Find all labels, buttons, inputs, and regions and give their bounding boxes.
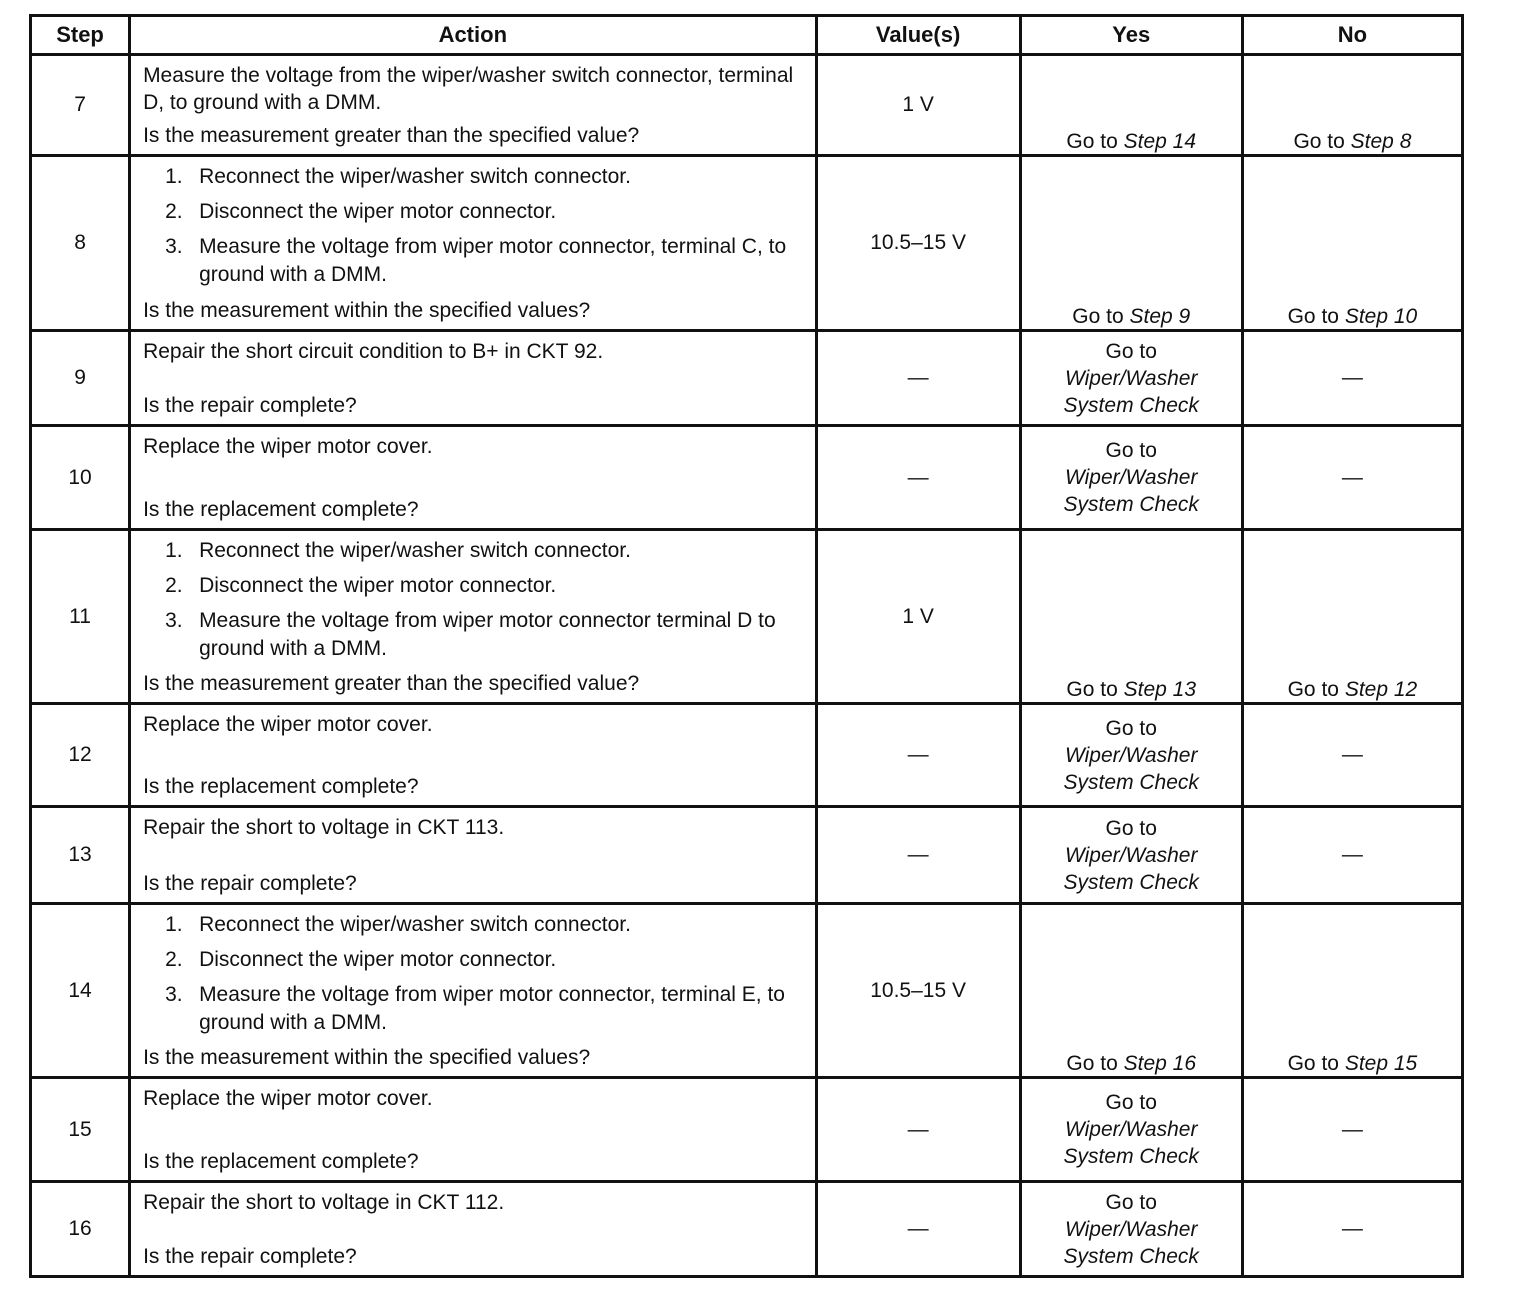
step-number: 9 [31, 331, 130, 426]
substep-item [165, 946, 802, 974]
goto-target: Wiper/Washer System Check [1063, 466, 1199, 516]
no-value: — [1341, 1217, 1363, 1240]
yes-cell [1020, 807, 1242, 904]
substep-text: Measure the voltage from wiper motor connector, terminal E, to ground with a DMM. [199, 983, 785, 1034]
substep-text: Reconnect the wiper/washer switch connector. [199, 913, 631, 936]
action-statement: Repair the short circuit condition to B+ in CKT 92. [143, 340, 604, 363]
action-cell [130, 55, 816, 156]
substep-text: Reconnect the wiper/washer switch connector. [199, 539, 631, 562]
value-text: 10.5–15 V [870, 978, 966, 1002]
substep-item [165, 607, 802, 663]
table-row [31, 1182, 1463, 1277]
yes-cell [1020, 1078, 1242, 1182]
value-cell [816, 156, 1020, 331]
value-text: — [907, 366, 929, 389]
no-cell [1242, 904, 1462, 1078]
yes-cell [1020, 904, 1242, 1078]
step-number: 8 [31, 156, 130, 331]
no-cell [1242, 807, 1462, 904]
substep-item [165, 537, 802, 565]
goto-link[interactable] [1066, 130, 1196, 153]
step-number: 13 [31, 807, 130, 904]
goto-link[interactable] [1066, 1052, 1196, 1075]
value-cell [816, 1078, 1020, 1182]
substep-text: Reconnect the wiper/washer switch connector. [199, 165, 631, 188]
action-question: Is the measurement greater than the specified value? [143, 124, 640, 147]
table-row [31, 55, 1463, 156]
value-cell [816, 704, 1020, 807]
value-text: — [907, 1217, 929, 1240]
value-text: — [907, 843, 929, 866]
action-cell [130, 1078, 816, 1182]
goto-prefix: Go to [1105, 439, 1157, 462]
table-body [31, 55, 1463, 1277]
substep-text: Measure the voltage from wiper motor connector terminal D to ground with a DMM. [199, 609, 776, 660]
action-cell [130, 704, 816, 807]
header-yes: Yes [1020, 16, 1242, 55]
action-statement: Replace the wiper motor cover. [143, 713, 433, 736]
table-row [31, 1078, 1463, 1182]
substep-number: 1. [165, 165, 183, 188]
goto-prefix: Go to [1105, 339, 1157, 363]
step-number: 10 [31, 426, 130, 530]
no-cell [1242, 426, 1462, 530]
goto-target: Step 15 [1344, 1052, 1418, 1075]
action-cell [130, 904, 816, 1078]
table-row [31, 807, 1463, 904]
step-number: 12 [31, 704, 130, 807]
substep-text: Disconnect the wiper motor connector. [199, 948, 557, 971]
value-cell [816, 55, 1020, 156]
action-statement: Replace the wiper motor cover. [143, 1087, 433, 1110]
action-question: Is the measurement within the specified values? [143, 1046, 591, 1069]
step-number: 14 [31, 904, 130, 1078]
goto-link[interactable] [1022, 1089, 1241, 1170]
value-text: 10.5–15 V [870, 231, 966, 254]
substep-number: 3. [165, 235, 183, 258]
substep-number: 2. [165, 948, 183, 971]
action-question: Is the measurement within the specified values? [143, 299, 591, 322]
value-text: 1 V [902, 93, 934, 116]
header-action: Action [130, 16, 816, 55]
goto-prefix: Go to [1105, 1190, 1157, 1214]
no-cell [1242, 55, 1462, 156]
no-value: — [1341, 366, 1363, 389]
value-text: — [907, 743, 929, 766]
goto-prefix: Go to [1066, 130, 1118, 153]
goto-link[interactable] [1288, 305, 1418, 328]
value-cell [816, 904, 1020, 1078]
value-text: — [907, 465, 929, 489]
yes-cell [1020, 1182, 1242, 1277]
table-row [31, 704, 1463, 807]
goto-target: Step 16 [1123, 1052, 1197, 1075]
goto-link[interactable] [1022, 1189, 1241, 1270]
no-value: — [1341, 843, 1363, 866]
substep-text: Disconnect the wiper motor connector. [199, 200, 557, 223]
header-step: Step [31, 16, 130, 55]
substep-item [165, 233, 802, 289]
goto-target: Step 8 [1350, 130, 1412, 153]
goto-target: Wiper/Washer System Check [1063, 1217, 1199, 1268]
goto-prefix: Go to [1287, 1052, 1339, 1075]
no-cell [1242, 156, 1462, 331]
action-cell [130, 530, 816, 704]
goto-link[interactable] [1022, 815, 1241, 896]
goto-link[interactable] [1293, 130, 1411, 153]
value-cell [816, 807, 1020, 904]
action-statement: Repair the short to voltage in CKT 112. [143, 1191, 505, 1214]
goto-target: Wiper/Washer System Check [1063, 1118, 1199, 1168]
goto-target: Wiper/Washer System Check [1063, 366, 1199, 417]
action-statement: Measure the voltage from the wiper/washer switch connector, terminal D, to ground with a DMM. [143, 64, 794, 114]
goto-prefix: Go to [1105, 716, 1157, 740]
no-cell [1242, 331, 1462, 426]
value-cell [816, 530, 1020, 704]
substep-number: 1. [165, 913, 183, 936]
table-row [31, 904, 1463, 1078]
diagnostic-table [29, 14, 1464, 1278]
action-question: Is the replacement complete? [143, 775, 419, 798]
yes-cell [1020, 530, 1242, 704]
goto-target: Wiper/Washer System Check [1063, 743, 1199, 794]
substep-list [143, 537, 802, 663]
step-number: 15 [31, 1078, 130, 1182]
action-cell [130, 807, 816, 904]
goto-link[interactable] [1022, 715, 1241, 796]
goto-prefix: Go to [1293, 130, 1345, 153]
yes-cell [1020, 331, 1242, 426]
substep-text: Disconnect the wiper motor connector. [199, 574, 557, 597]
goto-prefix: Go to [1066, 678, 1118, 701]
step-number: 11 [31, 530, 130, 704]
no-cell [1242, 704, 1462, 807]
header-row [31, 16, 1463, 55]
yes-cell [1020, 55, 1242, 156]
value-cell [816, 331, 1020, 426]
table-row [31, 156, 1463, 331]
substep-item [165, 163, 802, 191]
substep-item [165, 911, 802, 939]
goto-target: Step 9 [1129, 305, 1191, 328]
substep-text: Measure the voltage from wiper motor connector, terminal C, to ground with a DMM. [199, 235, 787, 286]
yes-cell [1020, 704, 1242, 807]
value-cell [816, 1182, 1020, 1277]
substep-item [165, 198, 802, 226]
action-cell [130, 1182, 816, 1277]
value-text: — [907, 1117, 929, 1141]
goto-link[interactable] [1072, 305, 1190, 328]
goto-target: Wiper/Washer System Check [1063, 843, 1199, 894]
no-cell [1242, 1078, 1462, 1182]
step-number: 16 [31, 1182, 130, 1277]
goto-target: Step 12 [1344, 678, 1418, 701]
substep-item [165, 572, 802, 600]
action-cell [130, 426, 816, 530]
substep-list [143, 163, 802, 289]
goto-prefix: Go to [1287, 305, 1339, 328]
goto-prefix: Go to [1066, 1052, 1118, 1075]
yes-cell [1020, 426, 1242, 530]
goto-prefix: Go to [1072, 305, 1124, 328]
goto-target: Step 13 [1123, 678, 1197, 701]
table-row [31, 331, 1463, 426]
no-value: — [1341, 1117, 1363, 1141]
action-question: Is the replacement complete? [143, 1150, 419, 1173]
value-text: 1 V [902, 604, 934, 628]
goto-prefix: Go to [1105, 816, 1157, 840]
table-row [31, 426, 1463, 530]
table-row [31, 530, 1463, 704]
no-value: — [1341, 743, 1363, 766]
action-statement: Repair the short to voltage in CKT 113. [143, 816, 505, 839]
substep-number: 3. [165, 609, 183, 632]
step-number: 7 [31, 55, 130, 156]
yes-cell [1020, 156, 1242, 331]
no-value: — [1341, 465, 1363, 489]
goto-link[interactable] [1066, 678, 1196, 701]
substep-list [143, 911, 802, 1037]
substep-number: 2. [165, 574, 183, 597]
substep-number: 2. [165, 200, 183, 223]
goto-prefix: Go to [1105, 1091, 1157, 1114]
action-cell [130, 156, 816, 331]
action-statement: Replace the wiper motor cover. [143, 435, 433, 458]
goto-link[interactable] [1022, 437, 1241, 518]
goto-target: Step 14 [1123, 130, 1197, 153]
header-no: No [1242, 16, 1462, 55]
action-cell [130, 331, 816, 426]
goto-link[interactable] [1288, 678, 1418, 701]
no-cell [1242, 530, 1462, 704]
action-question: Is the repair complete? [143, 1245, 357, 1268]
action-question: Is the replacement complete? [143, 498, 419, 521]
substep-number: 3. [165, 983, 183, 1006]
goto-prefix: Go to [1287, 678, 1339, 701]
action-question: Is the repair complete? [143, 394, 357, 417]
goto-link[interactable] [1288, 1052, 1418, 1075]
substep-number: 1. [165, 539, 183, 562]
goto-link[interactable] [1022, 338, 1241, 419]
value-cell [816, 426, 1020, 530]
goto-target: Step 10 [1344, 305, 1418, 328]
action-question: Is the repair complete? [143, 872, 357, 895]
header-values: Value(s) [816, 16, 1020, 55]
action-question: Is the measurement greater than the specified value? [143, 672, 640, 695]
no-cell [1242, 1182, 1462, 1277]
substep-item [165, 981, 802, 1037]
